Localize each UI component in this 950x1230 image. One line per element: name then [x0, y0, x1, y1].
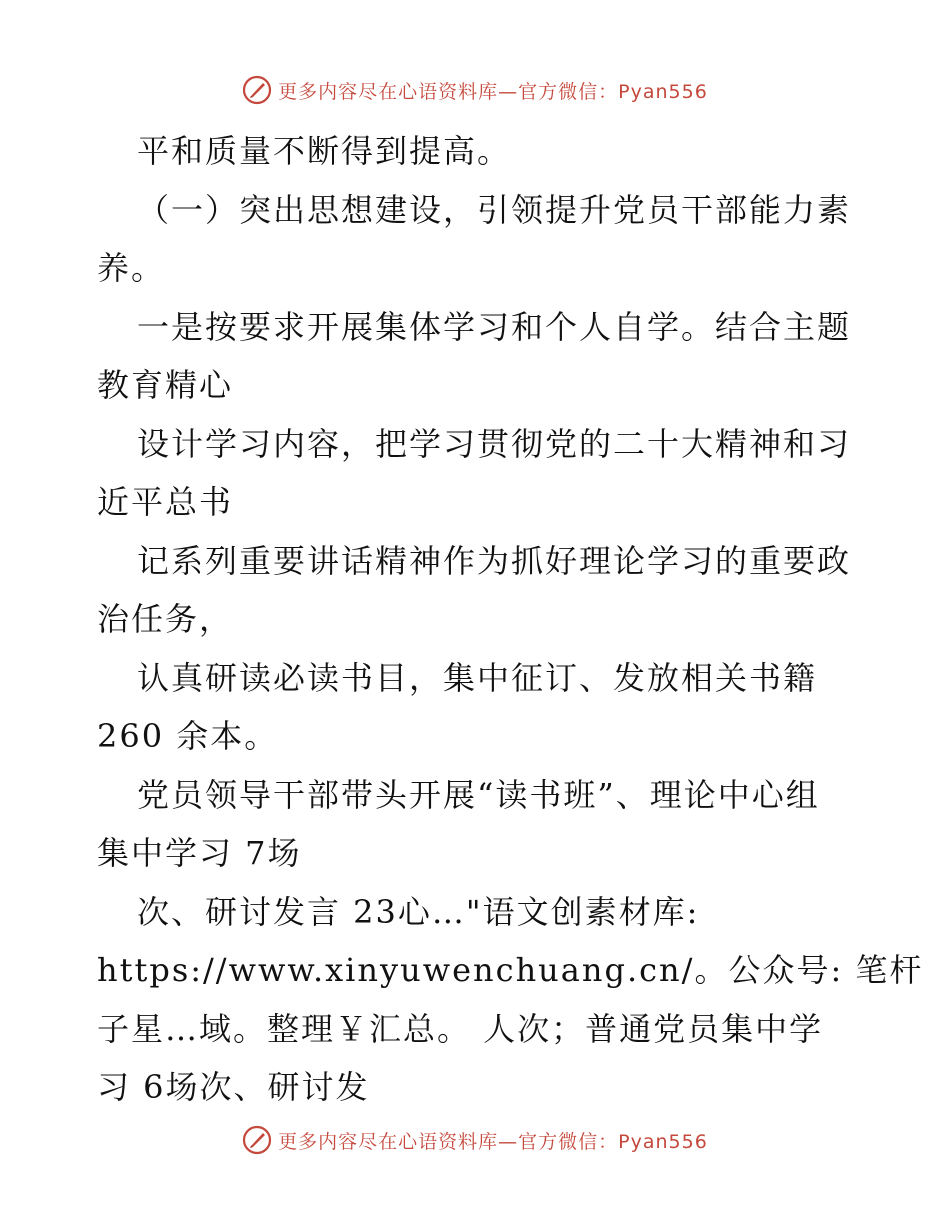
body-line-url: https://www.xinyuwenchuang.cn/。公众号: 笔杆 — [97, 951, 924, 989]
body-line: 党员领导干部带头开展“读书班”、理论中心组 — [137, 775, 820, 814]
body-line: 260 余本。 — [97, 717, 279, 755]
body-line: 记系列重要讲话精神作为抓好理论学习的重要政 — [137, 541, 852, 580]
body-line: 习 6场次、研讨发 — [97, 1068, 370, 1106]
header-watermark-text: 更多内容尽在心语资料库—官方微信：Pyan556 — [278, 80, 708, 103]
header-watermark-banner — [0, 70, 950, 110]
quill-logo-icon — [242, 75, 272, 105]
body-line: 子星…域。整理￥汇总。 人次；普通党员集中学 — [97, 1009, 824, 1048]
body-line: 治任务， — [97, 600, 234, 638]
body-line: 教育精心 — [97, 366, 234, 404]
body-line: （一）突出思想建设，引领提升党员干部能力素 — [137, 190, 852, 229]
body-line: 养。 — [97, 249, 166, 287]
footer-watermark-banner — [0, 1120, 950, 1160]
body-line: 平和质量不断得到提高。 — [137, 132, 512, 170]
quill-logo-icon — [242, 1125, 272, 1155]
footer-watermark-text: 更多内容尽在心语资料库—官方微信：Pyan556 — [278, 1130, 708, 1153]
document-body — [97, 122, 924, 1117]
body-line: 次、研讨发言 23心…"语文创素材库: — [137, 892, 700, 931]
body-line: 一是按要求开展集体学习和个人自学。结合主题 — [137, 307, 852, 346]
body-line: 集中学习 7场 — [97, 834, 302, 872]
body-line: 设计学习内容，把学习贯彻党的二十大精神和习 — [137, 424, 852, 463]
body-line: 认真研读必读书目，集中征订、发放相关书籍 — [137, 658, 818, 697]
body-line: 近平总书 — [97, 483, 234, 521]
